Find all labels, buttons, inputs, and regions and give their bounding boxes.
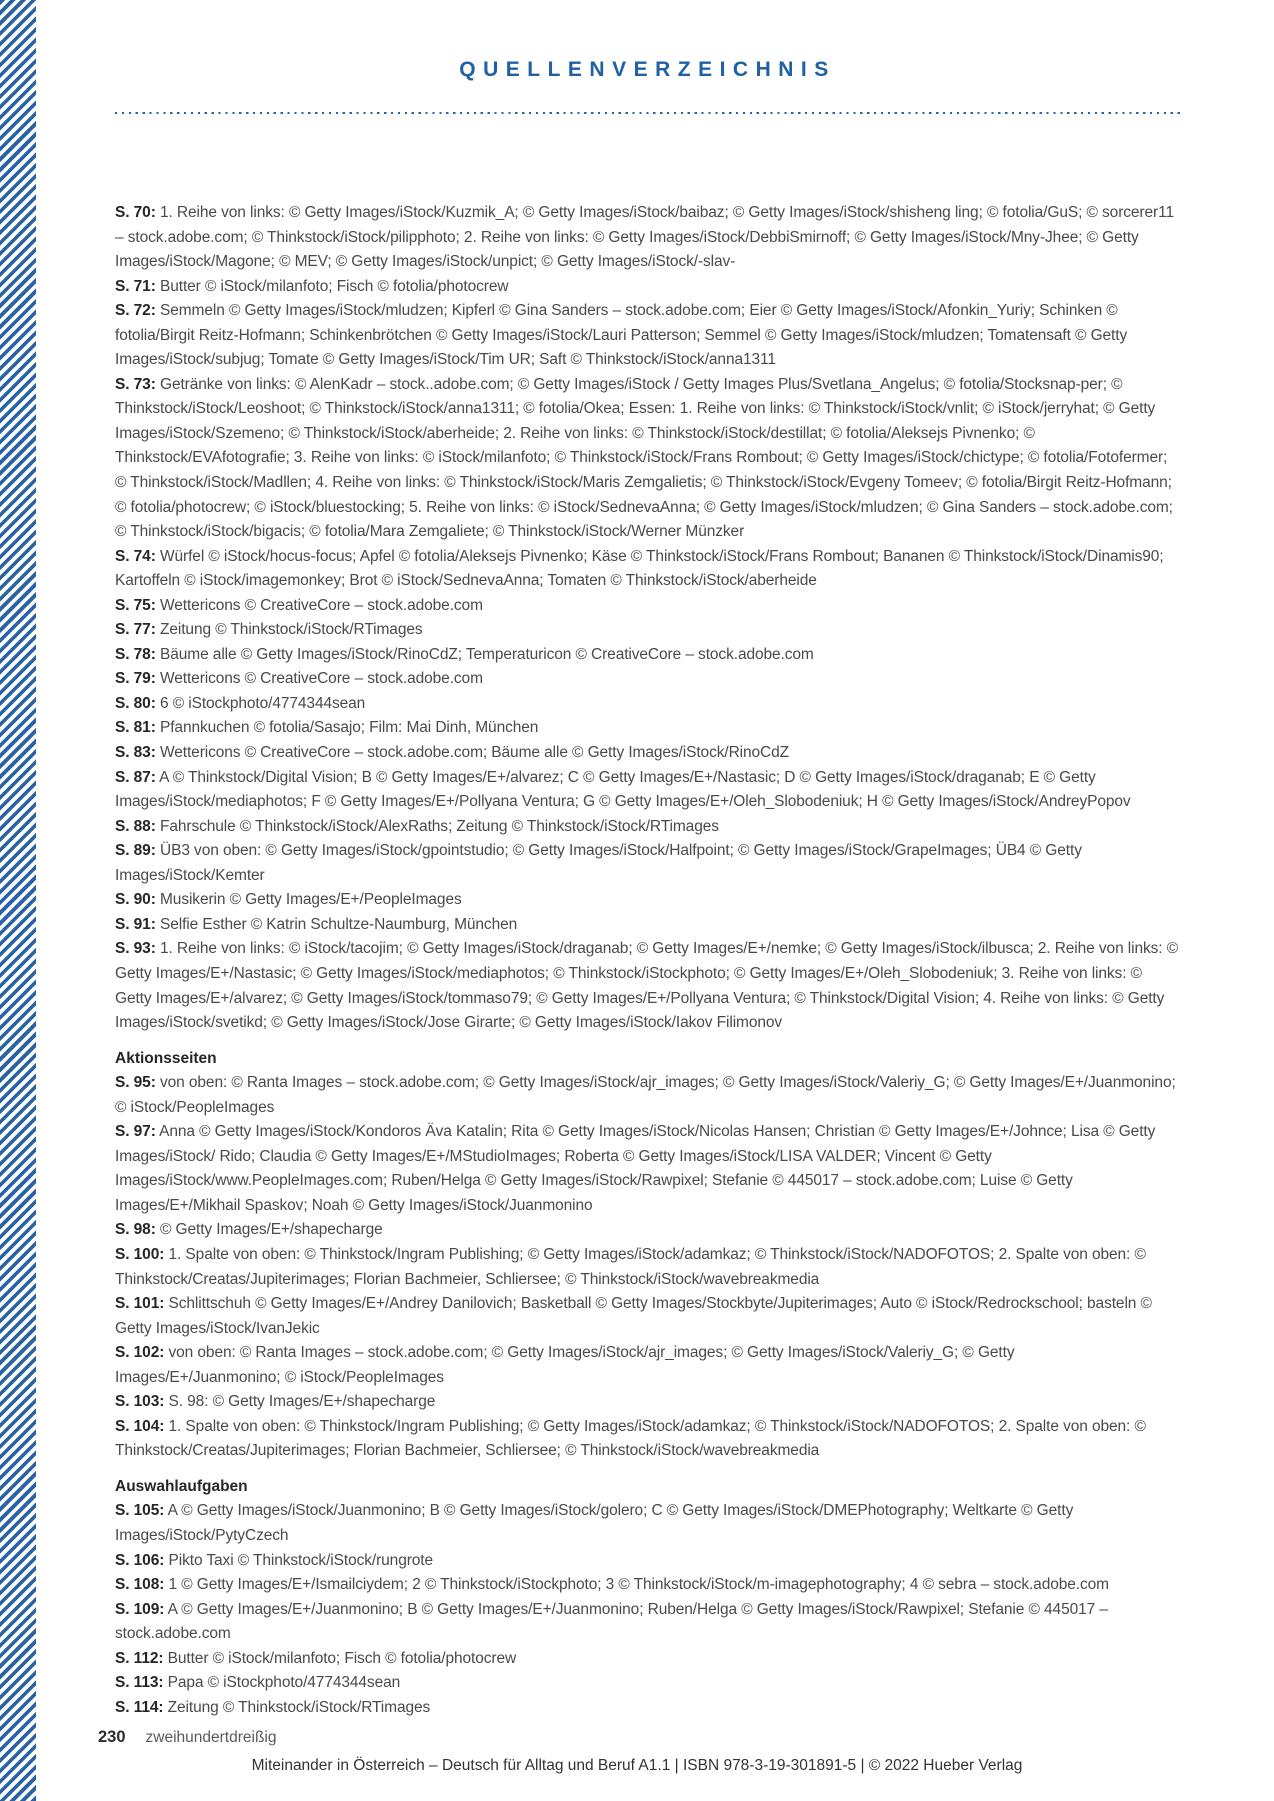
credit-page-label: S. 70: bbox=[115, 204, 156, 221]
credit-entry bbox=[115, 815, 1180, 840]
credit-entry bbox=[115, 1071, 1180, 1120]
credit-text: Selfie Esther © Katrin Schultze-Naumburg, München bbox=[159, 915, 518, 933]
credit-entry bbox=[115, 1292, 1180, 1341]
credit-text: Butter © iStock/milanfoto; Fisch © fotolia/photocrew bbox=[167, 1649, 517, 1667]
credit-page-label: S. 79: bbox=[115, 670, 156, 688]
credit-text: 1 © Getty Images/E+/Ismailciydem; 2 © Thinkstock/iStockphoto; 3 © Thinkstock/iStock/m-imagephotography; 4 © sebra – stock.adobe.com bbox=[168, 1576, 1109, 1594]
credit-entry bbox=[115, 839, 1180, 888]
credit-text: Semmeln © Getty Images/iStock/mludzen; Kipferl © Gina Sanders – stock.adobe.com; Eier © Getty Images/iStock/Afonkin_Yuriy; Schinken © fotolia/Birgit Reitz-Hofmann; Schinkenbrötchen © Getty Images/iStock/Lauri Patterson; Semmel © Getty Images/iStock/mludzen; Tomatensaft © Getty Images/iStock/subjug; Tomate © Getty Images/iStock/Tim UR; Saft © Thinkstock/iStock/anna1311 bbox=[115, 302, 1128, 369]
credit-entry bbox=[115, 1647, 1180, 1672]
section-heading: Aktionsseiten bbox=[115, 1049, 217, 1067]
credit-entry bbox=[115, 1120, 1180, 1218]
credit-entry bbox=[115, 373, 1180, 545]
credit-text: Pikto Taxi © Thinkstock/iStock/rungrote bbox=[168, 1551, 434, 1569]
credit-text: A © Getty Images/iStock/Juanmonino; B © Getty Images/iStock/golero; C © Getty Images/iStock/DMEPhotography; Weltkarte © Getty Images/iStock/PytyCzech bbox=[115, 1502, 1074, 1544]
credit-entry bbox=[115, 1696, 1180, 1721]
credit-text: © Getty Images/E+/shapecharge bbox=[159, 1221, 383, 1239]
credit-text: Zeitung © Thinkstock/iStock/RTimages bbox=[159, 621, 423, 639]
credit-text: 1. Reihe von links: © Getty Images/iStock/Kuzmik_A; © Getty Images/iStock/baibaz; © Getty Images/iStock/shisheng ling; © fotolia/GuS; © sorcerer11 – stock.adobe.com; © Thinkstock/iStock/pilipphoto; 2. Reihe von links: © Getty Images/iStock/DebbiSmirnoff; © Getty Images/iStock/Mny-Jhee; © Getty Images/iStock/Magone; © MEV; © Getty Images/iStock/unpict; © Getty Images/iStock/-slav- bbox=[115, 204, 1174, 271]
credit-entry bbox=[115, 1671, 1180, 1696]
credit-text: Wettericons © CreativeCore – stock.adobe.com bbox=[159, 670, 483, 688]
credit-page-label: S. 74: bbox=[115, 547, 156, 565]
credit-entry bbox=[115, 201, 1180, 275]
credit-entry bbox=[115, 1341, 1180, 1390]
credit-page-label: S. 95: bbox=[115, 1074, 156, 1092]
dotted-divider bbox=[115, 112, 1180, 115]
credit-entry bbox=[115, 1549, 1180, 1574]
credit-entry bbox=[115, 937, 1180, 1035]
content-column bbox=[115, 0, 1180, 1720]
credit-page-label: S. 75: bbox=[115, 596, 156, 614]
credit-page-label: S. 77: bbox=[115, 621, 156, 639]
credit-entry bbox=[115, 1573, 1180, 1598]
credit-text: 6 © iStockphoto/4774344sean bbox=[159, 694, 366, 712]
diagonal-stripe-border bbox=[0, 0, 36, 1801]
credit-entry bbox=[115, 1415, 1180, 1464]
credit-text: Anna © Getty Images/iStock/Kondoros Äva Katalin; Rita © Getty Images/iStock/Nicolas Hansen; Christian © Getty Images/E+/Johnce; Lisa © Getty Images/iStock/ Rido; Claudia © Getty Images/E+/MStudioImages; Roberta © Getty Images/iStock/LISA VALDER; Vincent © Getty Images/iStock/www.PeopleImages.com; Ruben/Helga © Getty Images/iStock/Rawpixel; Stefanie © 445017 – stock.adobe.com; Luise © Getty Images/E+/Mikhail Spaskov; Noah © Getty Images/iStock/Juanmonino bbox=[115, 1123, 1156, 1214]
section-heading: Auswahlaufgaben bbox=[115, 1477, 248, 1495]
credit-text: Zeitung © Thinkstock/iStock/RTimages bbox=[167, 1698, 431, 1716]
credit-page-label: S. 93: bbox=[115, 940, 156, 958]
credit-page-label: S. 102: bbox=[115, 1344, 165, 1362]
credit-page-label: S. 88: bbox=[115, 817, 156, 835]
credit-text: Fahrschule © Thinkstock/iStock/AlexRaths; Zeitung © Thinkstock/iStock/RTimages bbox=[159, 817, 719, 835]
credit-page-label: S. 101: bbox=[115, 1295, 165, 1313]
credit-text: 1. Spalte von oben: © Thinkstock/Ingram Publishing; © Getty Images/iStock/adamkaz; © Thinkstock/iStock/NADOFOTOS; 2. Spalte von oben: © Thinkstock/Creatas/Jupiterimages; Florian Bachmeier, Schliersee; © Thinkstock/iStock/wavebreakmedia bbox=[115, 1417, 1146, 1460]
credit-entry bbox=[115, 692, 1180, 717]
credit-text: Würfel © iStock/hocus-focus; Apfel © fotolia/Aleksejs Pivnenko; Käse © Thinkstock/iStock/Frans Rombout; Bananen © Thinkstock/iStock/Dinamis90; Kartoffeln © iStock/imagemonkey; Brot © iStock/SednevaAnna; Tomaten © Thinkstock/iStock/aberheide bbox=[115, 547, 1164, 590]
credit-text: Bäume alle © Getty Images/iStock/RinoCdZ; Temperaturicon © CreativeCore – stock.adobe.com bbox=[159, 645, 814, 663]
credit-entry bbox=[115, 1218, 1180, 1243]
credit-entry bbox=[115, 1598, 1180, 1647]
page-number: 230 bbox=[98, 1728, 126, 1746]
credit-page-label: S. 90: bbox=[115, 891, 156, 909]
credit-entry bbox=[115, 275, 1180, 300]
credit-text: Butter © iStock/milanfoto; Fisch © fotolia/photocrew bbox=[159, 277, 509, 295]
credit-page-label: S. 72: bbox=[115, 302, 156, 320]
credit-entry bbox=[115, 1243, 1180, 1292]
credit-text: Papa © iStockphoto/4774344sean bbox=[167, 1674, 401, 1692]
credit-entry bbox=[115, 1390, 1180, 1415]
credit-text: Getränke von links: © AlenKadr – stock..adobe.com; © Getty Images/iStock / Getty Images Plus/Svetlana_Angelus; © fotolia/Stocksnap-per; © Thinkstock/iStock/Leoshoot; © Thinkstock/iStock/anna1311; © fotolia/Okea; Essen: 1. Reihe von links: © Thinkstock/iStock/vnlit; © iStock/jerryhat; © Getty Images/iStock/Szemeno; © Thinkstock/iStock/aberheide; 2. Reihe von links: © Thinkstock/iStock/destillat; © fotolia/Aleksejs Pivnenko; © Thinkstock/EVAfotografie; 3. Reihe von links: © iStock/milanfoto; © Thinkstock/iStock/Frans Rombout; © Getty Images/iStock/chictype; © fotolia/Fotofermer; © Thinkstock/iStock/Madllen; 4. Reihe von links: © Thinkstock/iStock/Maris Zemgalietis; © Thinkstock/iStock/Evgeny Tomeev; © fotolia/Birgit Reitz-Hofmann; © fotolia/photocrew; © iStock/bluestocking; 5. Reihe von links: © iStock/SednevaAnna; © Getty Images/iStock/mludzen; © Gina Sanders – stock.adobe.com; © Thinkstock/iStock/bigacis; © fotolia/Mara Zemgaliete; © Thinkstock/iStock/Werner Münzker bbox=[115, 375, 1173, 541]
credit-entry bbox=[115, 299, 1180, 373]
credit-entry bbox=[115, 1499, 1180, 1548]
credit-page-label: S. 108: bbox=[115, 1576, 165, 1594]
credit-entry bbox=[115, 716, 1180, 741]
credit-entry bbox=[115, 667, 1180, 692]
credits-list bbox=[115, 201, 1180, 1720]
credit-entry bbox=[115, 741, 1180, 766]
credit-text: S. 98: © Getty Images/E+/shapecharge bbox=[168, 1393, 436, 1411]
credit-text: Musikerin © Getty Images/E+/PeopleImages bbox=[159, 891, 462, 909]
credit-entry bbox=[115, 545, 1180, 594]
credit-page-label: S. 78: bbox=[115, 645, 156, 663]
credit-page-label: S. 105: bbox=[115, 1502, 165, 1520]
credit-text: Pfannkuchen © fotolia/Sasajo; Film: Mai Dinh, München bbox=[159, 719, 539, 737]
credit-entry bbox=[115, 594, 1180, 619]
credit-page-label: S. 91: bbox=[115, 915, 156, 933]
credit-text: A © Getty Images/E+/Juanmonino; B © Getty Images/E+/Juanmonino; Ruben/Helga © Getty Images/iStock/Rawpixel; Stefanie © 445017 – stock.adobe.com bbox=[115, 1600, 1108, 1643]
credit-entry bbox=[115, 888, 1180, 913]
credit-text: von oben: © Ranta Images – stock.adobe.com; © Getty Images/iStock/ajr_images; © Getty Images/iStock/Valeriy_G; © Getty Images/E+/Juanmonino; © iStock/PeopleImages bbox=[115, 1074, 1176, 1116]
credit-entry bbox=[115, 766, 1180, 815]
credit-text: Wettericons © CreativeCore – stock.adobe.com bbox=[159, 596, 483, 614]
credit-page-label: S. 81: bbox=[115, 719, 156, 737]
credit-page-label: S. 98: bbox=[115, 1221, 156, 1239]
credit-entry bbox=[115, 913, 1180, 938]
page-number-word: zweihundertdreißig bbox=[145, 1729, 277, 1746]
credit-page-label: S. 100: bbox=[115, 1245, 165, 1263]
credit-page-label: S. 104: bbox=[115, 1417, 165, 1435]
credit-page-label: S. 113: bbox=[115, 1674, 164, 1692]
credit-page-label: S. 80: bbox=[115, 694, 156, 712]
credit-page-label: S. 87: bbox=[115, 768, 156, 786]
book-info-line: Miteinander in Österreich – Deutsch für Alltag und Beruf A1.1 | ISBN 978-3-19-301891-5 | © 2022 Hueber Verlag bbox=[251, 1757, 1023, 1774]
credit-page-label: S. 71: bbox=[115, 277, 156, 295]
credit-text: Wettericons © CreativeCore – stock.adobe.com; Bäume alle © Getty Images/iStock/RinoCdZ bbox=[159, 744, 790, 762]
credit-page-label: S. 109: bbox=[115, 1600, 165, 1618]
credit-page-label: S. 89: bbox=[115, 842, 156, 860]
credit-text: A © Thinkstock/Digital Vision; B © Getty Images/E+/alvarez; C © Getty Images/E+/Nastasic; D © Getty Images/iStock/draganab; E © Getty Images/iStock/mediaphotos; F © Getty Images/E+/Pollyana Ventura; G © Getty Images/E+/Oleh_Slobodeniuk; H © Getty Images/iStock/AndreyPopov bbox=[115, 768, 1131, 811]
credit-page-label: S. 97: bbox=[115, 1123, 156, 1141]
page-title: QUELLENVERZEICHNIS bbox=[459, 58, 836, 81]
credit-text: ÜB3 von oben: © Getty Images/iStock/gpointstudio; © Getty Images/iStock/Halfpoint; © Getty Images/iStock/GrapeImages; ÜB4 © Getty Images/iStock/Kemter bbox=[115, 842, 1082, 884]
credit-text: 1. Spalte von oben: © Thinkstock/Ingram Publishing; © Getty Images/iStock/adamkaz; © Thinkstock/iStock/NADOFOTOS; 2. Spalte von oben: © Thinkstock/Creatas/Jupiterimages; Florian Bachmeier, Schliersee; © Thinkstock/iStock/wavebreakmedia bbox=[115, 1245, 1146, 1288]
credit-page-label: S. 106: bbox=[115, 1551, 165, 1569]
credit-entry bbox=[115, 643, 1180, 668]
credit-page-label: S. 114: bbox=[115, 1698, 164, 1716]
credit-entry bbox=[115, 618, 1180, 643]
credit-text: Schlittschuh © Getty Images/E+/Andrey Danilovich; Basketball © Getty Images/Stockbyte/Jupiterimages; Auto © iStock/Redrockschool; basteln © Getty Images/iStock/IvanJekic bbox=[115, 1295, 1152, 1337]
footer-pagination bbox=[98, 1728, 277, 1747]
credit-page-label: S. 103: bbox=[115, 1393, 165, 1411]
credit-text: von oben: © Ranta Images – stock.adobe.com; © Getty Images/iStock/ajr_images; © Getty Images/iStock/Valeriy_G; © Getty Images/E+/Juanmonino; © iStock/PeopleImages bbox=[115, 1344, 1015, 1386]
credit-page-label: S. 83: bbox=[115, 744, 156, 762]
credit-page-label: S. 73: bbox=[115, 375, 156, 393]
credit-page-label: S. 112: bbox=[115, 1649, 164, 1667]
credit-text: 1. Reihe von links: © iStock/tacojim; © Getty Images/iStock/draganab; © Getty Images/E+/nemke; © Getty Images/iStock/ilbusca; 2. Reihe von links: © Getty Images/E+/Nastasic; © Getty Images/iStock/mediaphotos; © Thinkstock/iStockphoto; © Getty Images/E+/Oleh_Slobodeniuk; 3. Reihe von links: © Getty Images/E+/alvarez; © Getty Images/iStock/tommaso79; © Getty Images/E+/Pollyana Ventura; © Thinkstock/Digital Vision; 4. Reihe von links: © Getty Images/iStock/svetikd; © Getty Images/iStock/Jose Girarte; © Getty Images/iStock/Iakov Filimonov bbox=[115, 940, 1179, 1032]
